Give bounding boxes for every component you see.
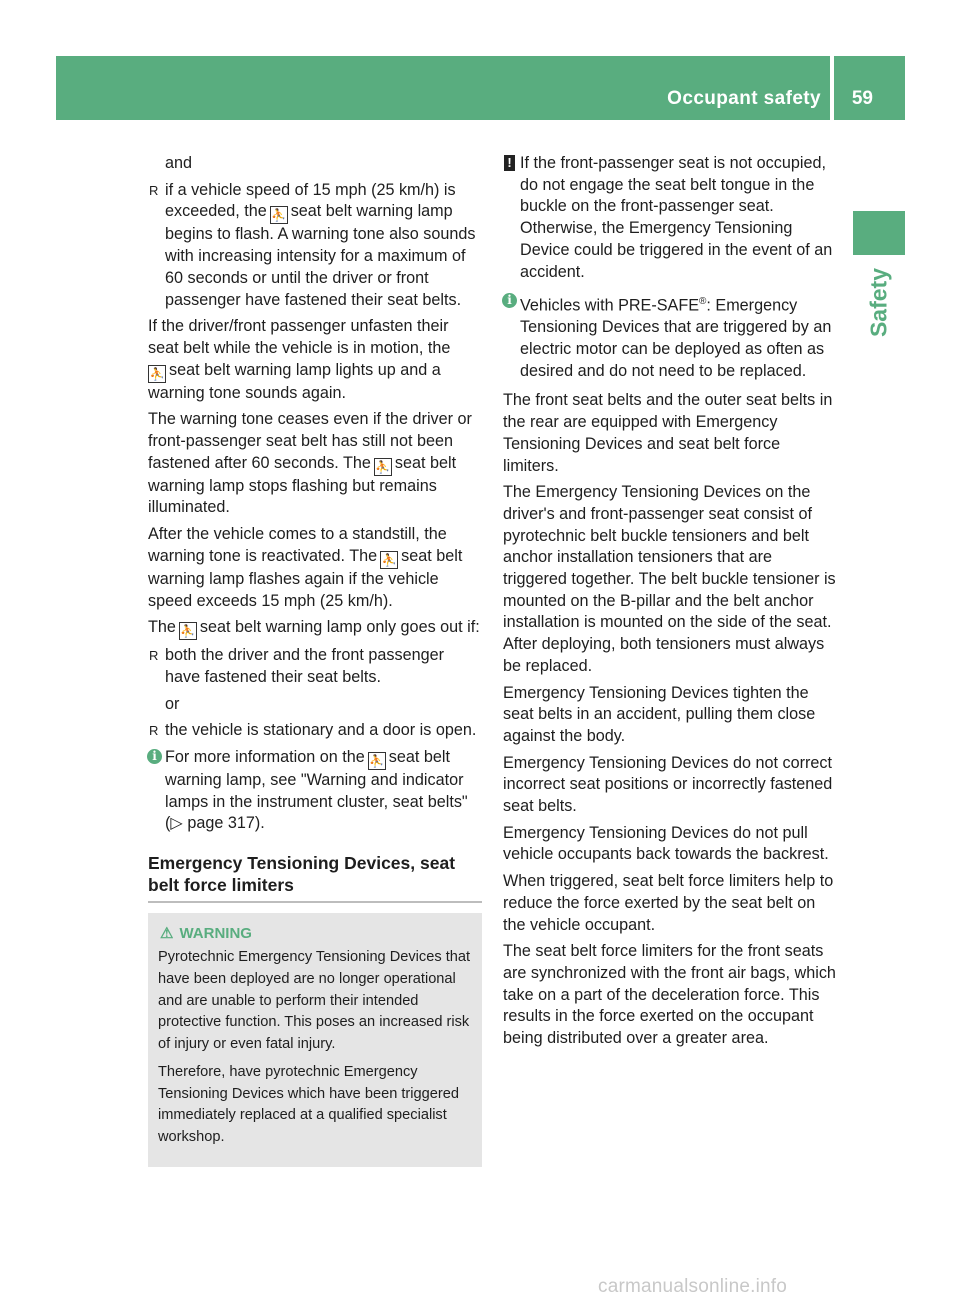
bullet-icon: R [149, 648, 159, 664]
warning-box [148, 913, 482, 1167]
warning-title: ⚠ WARNING [160, 923, 472, 945]
watermark: carmanualsonline.info [598, 1276, 788, 1297]
seatbelt-warning-icon: ⛹ [381, 552, 397, 567]
warning-text: Pyrotechnic Emergency Tensioning Devices that have been deployed are no longer operational and are unable to perform their intended protective function. This poses an increased risk of injury or even fatal injury. [158, 949, 471, 1053]
heading-divider [148, 901, 482, 903]
paragraph: Emergency Tensioning Devices do not correct incorrect seat positions or incorrectly fastened seat belts. [503, 753, 833, 816]
header-divider [830, 56, 834, 120]
paragraph: The ⛹ seat belt warning lamp only goes out if: [148, 618, 480, 639]
section-heading: Emergency Tensioning Devices, seat belt force limiters [148, 853, 456, 895]
warning-text: Therefore, have pyrotechnic Emergency Tensioning Devices which have been triggered immediately replaced at a qualified specialist workshop. [158, 1063, 459, 1145]
seatbelt-warning-icon: ⛹ [369, 754, 385, 769]
list-item: R both the driver and the front passenger have fastened their seat belts. [149, 646, 444, 686]
page-reference-link[interactable]: page 317). [182, 814, 265, 833]
page-reference-arrow-icon: ▷ [170, 814, 183, 833]
right-column [503, 153, 838, 1055]
paragraph-and: and [165, 154, 193, 172]
registered-mark: ® [699, 296, 707, 308]
chapter-tab [853, 211, 905, 255]
paragraph: The front seat belts and the outer seat belts in the rear are equipped with Emergency Tensioning Devices and seat belt force limiters. [503, 391, 833, 475]
left-column [148, 153, 482, 1167]
info-note: i For more information on the ⛹ seat belt warning lamp, see "Warning and indicator lamps in the instrument cluster, seat belts" (▷ page 317). [148, 747, 482, 835]
page-number: 59 [851, 88, 873, 109]
chapter-label: Safety [865, 268, 892, 338]
seatbelt-warning-icon: ⛹ [149, 366, 165, 381]
page-header [56, 56, 905, 120]
warning-triangle-icon: ⚠ [160, 924, 174, 942]
seatbelt-warning-icon: ⛹ [375, 459, 391, 474]
paragraph: When triggered, seat belt force limiters help to reduce the force exerted by the seat belt on the vehicle occupant. [503, 872, 834, 934]
list-item: R the vehicle is stationary and a door is open. [148, 720, 482, 742]
paragraph-or: or [165, 694, 180, 713]
info-icon: i [502, 293, 517, 308]
seatbelt-warning-icon: ⛹ [180, 624, 196, 639]
section-title: Occupant safety [667, 88, 821, 109]
paragraph: The Emergency Tensioning Devices on the driver's and front-passenger seat consist of pyrotechnic belt buckle tensioners and belt anchor installation tensioners that are triggered together. The belt buckle tensioner is mounted on the B-pillar and the belt anchor installation is mounted on the side of the seat. After deploying, both tensioners must always be replaced. [503, 483, 836, 675]
paragraph: After the vehicle comes to a standstill, the warning tone is reactivated. The ⛹ seat belt warning lamp flashes again if the vehicle speed exceeds 15 mph (25 km/h). [148, 525, 463, 610]
caution-note: ! If the front-passenger seat is not occupied, do not engage the seat belt tongue in the buckle on the front-passenger seat. Otherwise, the Emergency Tensioning Device could be triggered in the event of an accident. [503, 153, 838, 283]
info-note: i Vehicles with PRE-SAFE®: Emergency Tensioning Devices that are triggered by an electric motor can be deployed as often as desired and do not need to be replaced. [503, 291, 838, 382]
list-item: R if a vehicle speed of 15 mph (25 km/h) is exceeded, the ⛹ seat belt warning lamp begins to flash. A warning tone also sounds with increasing intensity for a maximum of 60 seconds or until the driver or front passenger have fastened their seat belts. [149, 180, 476, 309]
paragraph: Emergency Tensioning Devices tighten the seat belts in an accident, pulling them close against the body. [503, 683, 816, 745]
bullet-icon: R [149, 182, 159, 198]
bullet-icon: R [149, 723, 159, 739]
paragraph: The seat belt force limiters for the front seats are synchronized with the front air bags, which take on a part of the deceleration force. This results in the force exerted on the occupant being distributed over a greater area. [503, 942, 836, 1048]
info-icon: i [147, 749, 162, 764]
caution-icon: ! [504, 155, 515, 171]
seatbelt-warning-icon: ⛹ [271, 208, 287, 223]
paragraph: Emergency Tensioning Devices do not pull vehicle occupants back towards the backrest. [503, 823, 829, 864]
paragraph: If the driver/front passenger unfasten their seat belt while the vehicle is in motion, the ⛹ seat belt warning lamp lights up and a warning tone sounds again. [148, 317, 451, 402]
paragraph: The warning tone ceases even if the driver or front-passenger seat belt has still not been fastened after 60 seconds. The ⛹ seat belt warning lamp stops flashing but remains illuminated. [148, 410, 472, 517]
